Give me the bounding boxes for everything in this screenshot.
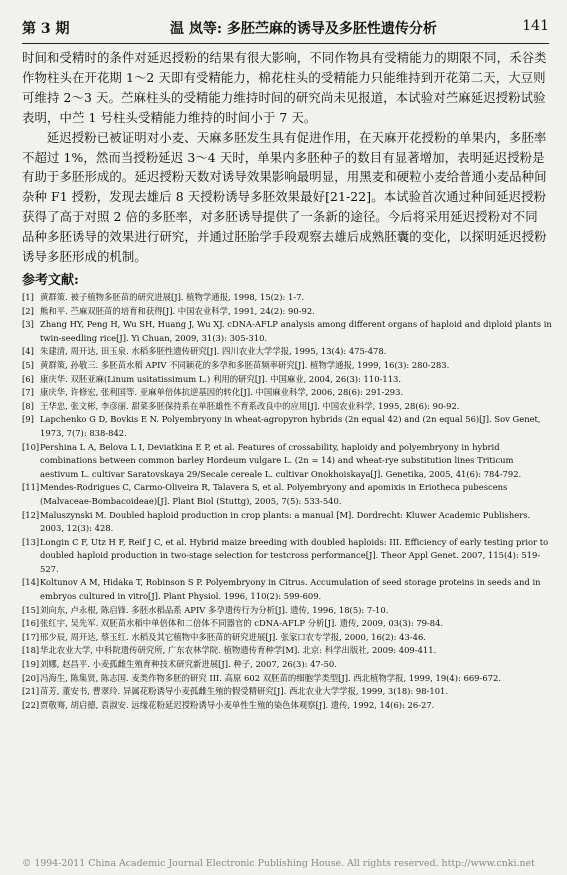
footer-copyright: © 1994-2011 China Academic Journal Electronic Publishing House. All rights reserved. http://www.cnki.net (22, 858, 535, 869)
reference-number: [6] (22, 373, 34, 384)
reference-text: Longin C F, Utz H F, Reif J C, et al. Hybrid maize breeding with doubled haploids: III. Efficiency of early testing prior to doubled haploid production in two-stage selection for testcross performance[J]. Theor Appl Genet. 2007, 115(4): 519-527. (40, 536, 549, 574)
reference-item (22, 305, 552, 319)
reference-number: [12] (22, 509, 40, 520)
page-number: 141 (522, 18, 549, 34)
reference-item (22, 631, 552, 645)
reference-item (22, 441, 552, 482)
reference-text: 黄群策. 被子植物多胚苗的研究进展[J]. 植物学通报, 1998, 15(2): 1-7. (40, 292, 305, 302)
reference-item (22, 672, 552, 686)
reference-number: [18] (22, 645, 40, 656)
reference-item (22, 509, 552, 536)
reference-number: [16] (22, 618, 40, 629)
running-title: 温 岚等: 多胚苎麻的诱导及多胚性遗传分析 (170, 21, 437, 37)
reference-number: [8] (22, 400, 34, 411)
reference-number: [22] (22, 699, 40, 710)
reference-text: Mendes-Rodrigues C, Carmo-Oliveira R, Talavera S, et al. Polyembryony and apomixis in Eriotheca pubescens (Malvaceae-Bombacoideae)[J]. Plant Biol (Stuttg), 2005, 7(5): 533-540. (40, 482, 508, 506)
reference-number: [15] (22, 604, 40, 615)
reference-text: Koltunov A M, Hidaka T, Robinson S P. Polyembryony in Citrus. Accumulation of seed storage proteins in seeds and in embryos cultured in vitro[J]. Plant Physiol. 1996, 110(2): 599-609. (40, 577, 541, 602)
reference-list (22, 291, 552, 712)
references-heading: 参考文献: (22, 273, 79, 288)
reference-text: Pershina L A, Belova L I, Deviatkina E P, et al. Features of crossability, haploidy and polyembryony in hybrid combinations between common barley Hordeum vulgare L. (2n = 14) and wheat-rye substitution lines Triticum aestivum L. cultivar Saratovskaya 29/Secale cereale L. cultivar Onokhoiskaya[J]. Genetika, 2005, 41(6): 784-792. (40, 441, 522, 479)
reference-text: Zhang HY, Peng H, Wu SH, Huang J, Wu XJ. cDNA-AFLP analysis among different organs of haploid and diploid plants in twin-seedling rice[J]. Yi Chuan, 2009, 31(3): 305-310. (40, 319, 552, 343)
running-header (0, 8, 567, 37)
reference-number: [9] (22, 414, 34, 425)
reference-number: [3] (22, 319, 34, 330)
body-text (22, 48, 548, 267)
reference-item (22, 658, 552, 672)
reference-number: [21] (22, 686, 40, 697)
reference-text: 刘向东, 卢永根, 陈启锋. 多胚水稻品系 APIV 多孕遗传行为分析[J]. 遗传, 1996, 18(5): 7-10. (40, 604, 389, 615)
reference-text: 朱建清, 周开达, 田玉泉. 水稻多胚性遗传研究[J]. 四川农业大学学报, 1995, 13(4): 475-478. (40, 346, 387, 357)
reference-item (22, 318, 552, 345)
reference-number: [2] (22, 305, 34, 316)
reference-text: 邢少辰, 周开达, 蔡玉红. 水稻及其它植物中多胚苗的研究进展[J]. 张家口农专学报, 2000, 16(2): 43-46. (40, 631, 426, 642)
reference-text: 康庆华, 许修宏, 张利国等. 亚麻单倍体抗逆基因的转化[J]. 中国麻业科学, 2006, 28(6): 291-293. (40, 387, 404, 398)
reference-number: [19] (22, 659, 40, 670)
reference-text: 刘娜, 赵昌平. 小麦孤雌生殖育种技术研究新进展[J]. 种子, 2007, 26(3): 47-50. (40, 659, 337, 670)
reference-text: Lapchenko G D, Bovkis E N. Polyembryony in wheat-agropyron hybrids (2n equal 42) and (2n equal 56)[J]. Sov Genet, 1973, 7(7): 838-842. (40, 414, 541, 438)
reference-number: [20] (22, 672, 40, 683)
paragraph-1: 时间和受精时的条件对延迟授粉的结果有很大影响，不同作物具有受精能力的期限不同，禾谷类作物柱头在开花期 1～2 天即有受精能力，棉花柱头的受精能力只能维持到开花第二天，大豆则可维持 2～3 天。苎麻柱头的受精能力维持时间的研究尚未见报道，本试验对苎麻延迟授粉试验表明，中苎 1 号柱头受精能力维持的时间小于 7 天。 (22, 50, 547, 125)
header-rule (22, 43, 549, 44)
reference-item (22, 400, 552, 414)
reference-number: [14] (22, 577, 40, 588)
reference-text: 贾敬骞, 胡启德, 袁淑安. 远缘花粉延迟授粉诱导小麦单性生殖的染色体观察[J]. 遗传, 1992, 14(6): 26-27. (40, 699, 435, 710)
paragraph-2: 延迟授粉已被证明对小麦、天麻多胚发生具有促进作用，在天麻开花授粉的单果内，多胚率不超过 1%，然而当授粉延迟 3～4 天时，单果内多胚种子的数目有显著增加，表明延迟授粉是有助于多胚形成的。延迟授粉天数对诱导效果影响最明显，用黑麦和硬粒小麦给普通小麦品种间杂种 F1 授粉，发现去雄后 8 天授粉诱导多胚效果最好[21-22]。本试验首次通过种间延迟授粉获得了高于对照 2 倍的多胚率，对多胚诱导提供了一条新的途径。今后将采用延迟授粉对不同品种多胚诱导的效果进行研究，并通过胚胎学手段观察去雄后成熟胚囊的变化，以探明延迟授粉诱导多胚形成的机制。 (22, 129, 547, 265)
reference-item (22, 685, 552, 699)
reference-item (22, 644, 552, 658)
reference-item (22, 617, 552, 631)
reference-number: [13] (22, 536, 40, 547)
reference-item (22, 413, 552, 440)
reference-text: 张红宇, 吴先军. 双胚苗水稻中单倍体和二倍体不同器官的 cDNA-AFLP 分析[J]. 遗传, 2009, 03(3): 79-84. (40, 618, 444, 629)
reference-number: [11] (22, 482, 40, 493)
reference-item (22, 536, 552, 577)
reference-item (22, 699, 552, 713)
reference-number: [4] (22, 346, 34, 357)
reference-number: [10] (22, 441, 40, 452)
reference-item (22, 386, 552, 400)
reference-item (22, 359, 552, 373)
reference-item (22, 576, 552, 603)
reference-item (22, 345, 552, 359)
reference-text: 康庆华. 双胚亚麻(Linum usitatissimum L.) 利用的研究[J]. 中国麻业, 2004, 26(3): 110-113. (40, 373, 402, 384)
reference-item (22, 481, 552, 508)
reference-text: 华北农业大学, 中科院遗传研究所, 广东农林学院. 植物遗传育种学[M]. 北京: 科学出版社, 2009: 409-411. (40, 645, 437, 656)
issue-label: 第 3 期 (22, 21, 70, 37)
reference-item (22, 604, 552, 618)
reference-text: 冯海生, 陈集贤, 陈志国. 麦类作物多胚的研究 III. 高原 602 双胚苗的细胞学类型[J]. 西北植物学报, 1999, 19(4): 669-672. (40, 672, 501, 683)
reference-text: 熊和平. 苎麻双胚苗的培育和获得[J]. 中国农业科学, 1991, 24(2): 90-92. (40, 305, 315, 316)
reference-item (22, 291, 552, 305)
reference-text: Maluszynski M. Doubled haploid production in crop plants: a manual [M]. Dordrecht: Kluwer Academic Publishers. 2003, 12(3): 428. (40, 509, 531, 534)
reference-text: 黄群策, 孙敬三. 多胚苗水稻 APIV 不同颖花的多孕和多胚苗频率研究[J]. 植物学通报, 1999, 16(3): 280-283. (40, 359, 450, 370)
reference-number: [17] (22, 631, 40, 642)
reference-text: 苗芳, 董安书, 曹翠玲. 异属花粉诱导小麦孤雌生殖的假受精研究[J]. 西北农业大学学报, 1999, 3(18): 98-101. (40, 686, 449, 697)
reference-number: [7] (22, 387, 34, 398)
reference-number: [1] (22, 292, 34, 302)
reference-item (22, 373, 552, 387)
reference-text: 王华忠, 张文彬, 李彦丽. 甜菜多胚保持系在单胚雄性不育系改良中的应用[J]. 中国农业科学, 1995, 28(6): 90-92. (40, 400, 460, 411)
reference-number: [5] (22, 359, 34, 370)
